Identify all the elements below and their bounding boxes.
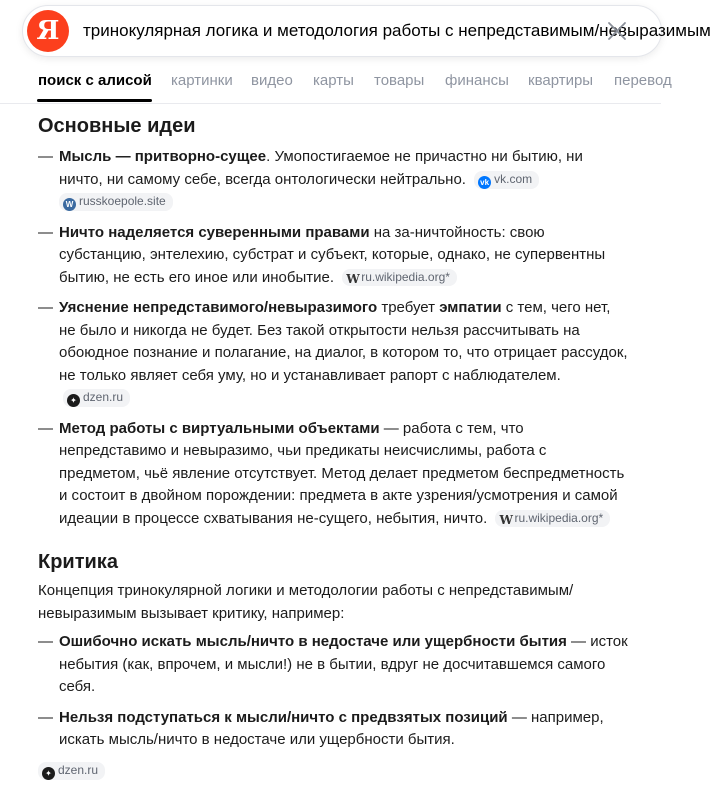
- item-heading: Ошибочно искать мысль/ничто в недостаче или ущербности бытия: [59, 633, 567, 650]
- item-heading: Метод работы с виртуальными объектами: [59, 419, 380, 437]
- tab-maps[interactable]: карты: [313, 72, 354, 89]
- dzen-icon: ✦: [67, 394, 80, 407]
- source-label: russkoepole.site: [79, 194, 166, 208]
- source-chip[interactable]: [59, 193, 173, 211]
- item-text: . Умопостигаемое не причастно ни бытию, ни ничто, ни самому себе, всегда онтологически нейтрально.: [59, 148, 583, 188]
- vk-icon: vk: [478, 176, 491, 189]
- active-tab-indicator: [37, 99, 152, 102]
- item-text: — работа с тем, что непредставимо и невыразимо, чьи предикаты неисчислимы, работа с предметом, чьё явление отсутствует. Метод делает предметом беспредметность и состоит в двойном порождении: предмета в акте узрения/усмотрения и самой идеации в процессе схватывания не-сущего, небытия, ничто.: [59, 419, 625, 527]
- critique-intro: Концепция тринокулярной логики и методологии работы с непредставимым/невыразимым вызывает критику, например:: [38, 582, 574, 622]
- answer-content: [38, 112, 630, 780]
- tab-products[interactable]: товары: [374, 72, 425, 89]
- wikipedia-icon: W: [499, 512, 513, 527]
- list-item: [38, 631, 630, 699]
- item-text: с тем, чего нет, не было и никогда не будет. Без такой открытости нельзя рассчитывать на обоюдное познание и полагание, на диалог, в котором то, что отрицает рассудок, не только являет себя уму, но и устанавливает рапорт с наблюдателем.: [59, 299, 628, 384]
- list-item: [38, 418, 630, 531]
- tab-alice-search[interactable]: поиск с алисой: [38, 72, 152, 89]
- source-chip[interactable]: [495, 510, 610, 527]
- dash-marker: —: [38, 633, 53, 650]
- source-chip[interactable]: [342, 269, 457, 286]
- dash-marker: —: [38, 419, 53, 437]
- source-label: ru.wikipedia.org*: [361, 269, 450, 284]
- item-heading: Мысль — притворно-сущее: [59, 148, 267, 165]
- tab-translate[interactable]: перевод: [614, 72, 672, 89]
- list-item: [38, 297, 630, 410]
- list-item: [38, 707, 630, 752]
- tab-images[interactable]: картинки: [171, 72, 233, 89]
- section-title-main-ideas: Основные идеи: [38, 115, 196, 137]
- source-chip[interactable]: [474, 171, 539, 189]
- source-label: ru.wikipedia.org*: [514, 510, 604, 525]
- tab-video[interactable]: видео: [251, 72, 293, 89]
- dzen-icon: ✦: [42, 767, 55, 780]
- search-bar[interactable]: [22, 5, 711, 57]
- item-heading: Нельзя подступаться к мысли/ничто с предвзятых позиций: [59, 708, 508, 726]
- source-label: dzen.ru: [83, 390, 124, 404]
- source-chip[interactable]: [38, 762, 105, 780]
- item-text: на за-ничтойность: свою субстанцию, энтелехию, субстрат и субъект, которые, однако, не супервентны бытию, не есть его иное или инобытие.: [59, 223, 606, 286]
- search-input[interactable]: тринокулярная логика и методология работы с непредставимым/невыразимым: [83, 21, 711, 40]
- search-tabs: [0, 68, 672, 102]
- tab-apartments[interactable]: квартиры: [528, 72, 594, 89]
- header-divider: [0, 103, 661, 104]
- wordpress-icon: W: [63, 198, 76, 211]
- section-title-critique: Критика: [38, 551, 118, 573]
- wikipedia-icon: W: [346, 271, 360, 286]
- critique-section: [38, 548, 630, 780]
- item-heading: Ничто наделяется суверенными правами: [59, 223, 370, 241]
- close-icon[interactable]: [605, 19, 629, 43]
- item-text: — например, искать мысль/ничто в недостаче или ущербности бытия.: [59, 708, 604, 748]
- source-label: dzen.ru: [58, 762, 99, 777]
- list-item: [38, 222, 630, 290]
- list-item: [38, 146, 630, 214]
- source-label: vk.com: [494, 171, 533, 186]
- source-chip[interactable]: [63, 389, 130, 407]
- dash-marker: —: [38, 708, 53, 726]
- item-text: — исток небытия (как, впрочем, и мысли!) не в бытии, вдруг не досчитавшемся самого себя.: [59, 633, 628, 695]
- item-heading: Уяснение непредставимого/невыразимого: [59, 299, 378, 316]
- dash-marker: —: [38, 148, 53, 165]
- yandex-logo[interactable]: Я: [27, 10, 69, 52]
- dash-marker: —: [38, 223, 53, 241]
- tab-finance[interactable]: финансы: [445, 72, 509, 89]
- item-heading-emphasis: эмпатии: [439, 299, 502, 316]
- header: [0, 0, 711, 104]
- item-text: требует: [377, 299, 440, 316]
- main-ideas-list: [38, 146, 630, 530]
- critique-list: [38, 631, 630, 752]
- dash-marker: —: [38, 299, 53, 316]
